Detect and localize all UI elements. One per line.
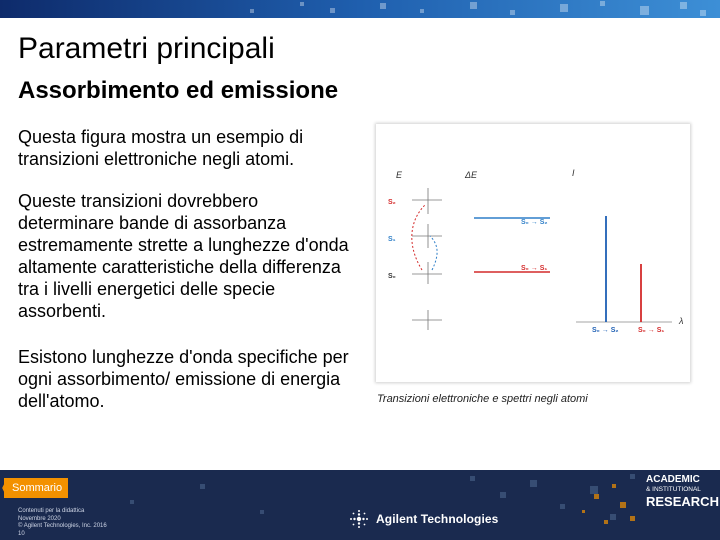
figure-caption: Transizioni elettroniche e spettri negli atomi [377,393,588,405]
banner-graphic [0,0,720,18]
footer-info-line: © Agilent Technologies, Inc. 2016 [18,523,107,529]
peak-label-s0-s1: S₀ → S₁ [638,327,665,334]
level-label-s1: S₁ [388,236,396,243]
agilent-logo [348,508,498,530]
academic-research-logo [646,475,719,508]
academic-logo-line: & INSTITUTIONAL [646,486,701,493]
body-paragraph: Esistono lunghezze d'onda specifiche per ogni assorbimento/ emissione di energia dell'atomo. [18,347,349,411]
page-title: Parametri principali [18,32,275,65]
footer-info-line: 10 [18,530,25,537]
footer-info [18,508,107,538]
footer-info-line: Contenuti per la didattica [18,508,85,514]
academic-logo-line: ACADEMIC [646,474,700,485]
axis-intensity-label: I [572,168,575,178]
summary-button[interactable] [4,478,68,498]
level-label-s0: S₀ [388,273,396,280]
axis-delta-energy-label: ΔE [465,170,478,180]
transition-label-s0-s2: S₀ → S₂ [521,219,548,226]
body-paragraph: Queste transizioni dovrebbero determinare bande di assorbanza estremamente strette a lunghezze d'onda altamente caratteristiche della differenza tra i livelli energetici delle specie assorbenti. [18,191,349,321]
level-label-s2: S₂ [388,199,396,206]
transition-figure [376,124,690,382]
axis-lambda-label: λ [679,316,684,326]
absorption-arc-s2 [412,204,426,270]
axis-energy-label: E [396,170,403,180]
page-subtitle: Assorbimento ed emissione [18,77,339,104]
transition-diagram [376,124,690,382]
agilent-brand-text: Agilent Technologies [376,512,499,526]
academic-logo-line: RESEARCH [646,493,719,509]
footer-info-line: Novembre 2020 [18,515,61,522]
peak-label-s0-s2: S₀ → S₂ [592,327,619,334]
transition-label-s0-s1: S₀ → S₁ [521,265,548,272]
agilent-spark-icon [348,508,370,530]
absorption-arc-s1 [430,236,437,270]
top-banner [0,0,720,18]
summary-button-label: Sommario [12,482,63,494]
chevron-left-icon [2,478,8,498]
body-paragraph: Questa figura mostra un esempio di transizioni elettroniche negli atomi. [18,127,304,169]
